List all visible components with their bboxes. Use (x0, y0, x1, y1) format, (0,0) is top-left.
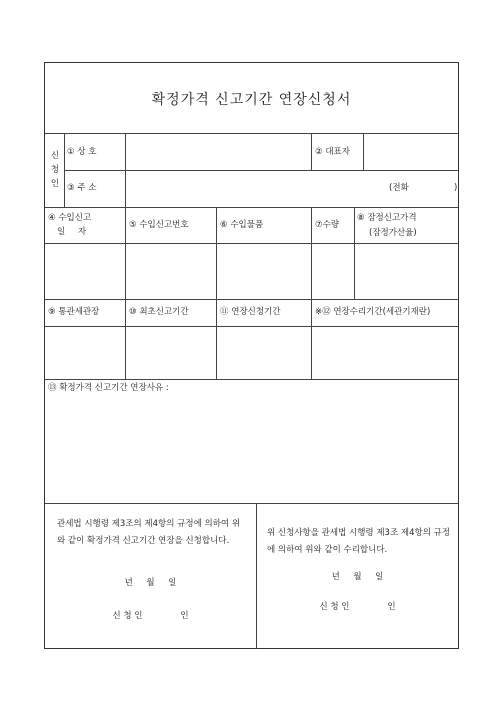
accepted-period-label: ※⑫ 연장수리기간(세관기재란) (315, 307, 431, 317)
extension-period-label: ⑪ 연장신청기간 (220, 307, 281, 317)
phone-close: ) (454, 183, 458, 193)
customs-head-label: ⑨ 통관세관장 (48, 307, 100, 317)
application-form (44, 62, 459, 649)
import-date-label: ④ 수입신고 (48, 213, 92, 223)
rule-col-d (354, 207, 355, 299)
acceptance-signature-line: 신 청 인 인 (319, 602, 396, 612)
provisional-price-label: ⑧ 잠정신고가격 (357, 213, 417, 223)
rule-reason (45, 503, 458, 504)
import-item-label: ⑥ 수입물품 (220, 220, 264, 230)
rule-under-title (45, 133, 458, 134)
import-number-label: ⑤ 수입신고번호 (129, 220, 189, 230)
rule-row2 (45, 207, 458, 208)
quantity-label: ⑦수량 (315, 220, 340, 230)
acceptance-statement: 위 신청사항을 관세법 시행령 제3조 제4항의 규정에 의하여 위와 같이 수리합니다. (267, 528, 451, 555)
provisional-rate-label: (잠정가산율) (369, 228, 417, 238)
address-label: ③ 주 소 (67, 183, 97, 193)
phone-label: (전화 (389, 183, 409, 193)
rule-row1 (64, 170, 458, 171)
rule-row4-body (45, 379, 458, 380)
rule-trade-name-col (125, 133, 126, 207)
rule-applicant-col (64, 133, 65, 207)
rule-rep-label-right (363, 133, 364, 170)
rule-row4-head (45, 326, 458, 327)
applicant-signature-line: 신 청 인 인 (112, 611, 189, 621)
rule-col-c (311, 207, 312, 379)
representative-label: ② 대표자 (315, 147, 350, 157)
original-period-label: ⑩ 최초신고기간 (129, 307, 189, 317)
acceptance-date-line: 년 월 일 (331, 572, 384, 582)
rule-row3-head (45, 243, 458, 244)
rule-row3-body (45, 299, 458, 300)
trade-name-label: ① 상 호 (67, 147, 97, 157)
rule-col-b (216, 207, 217, 379)
import-date-label-2: 일 자 (57, 227, 87, 237)
applicant-statement: 관세법 시행령 제3조의 제4항의 규정에 의하여 위와 같이 확정가격 신고기간 연장을 신청합니다. (57, 519, 241, 546)
rule-rep-label-left (311, 133, 312, 170)
applicant-date-line: 년 월 일 (124, 578, 177, 588)
rule-col-a (125, 207, 126, 379)
extension-reason-label: ⑬ 확정가격 신고기간 연장사유 : (48, 383, 169, 393)
applicant-label: 신 청 인 (50, 151, 60, 189)
form-title: 확정가격 신고기간 연장신청서 (151, 92, 352, 108)
